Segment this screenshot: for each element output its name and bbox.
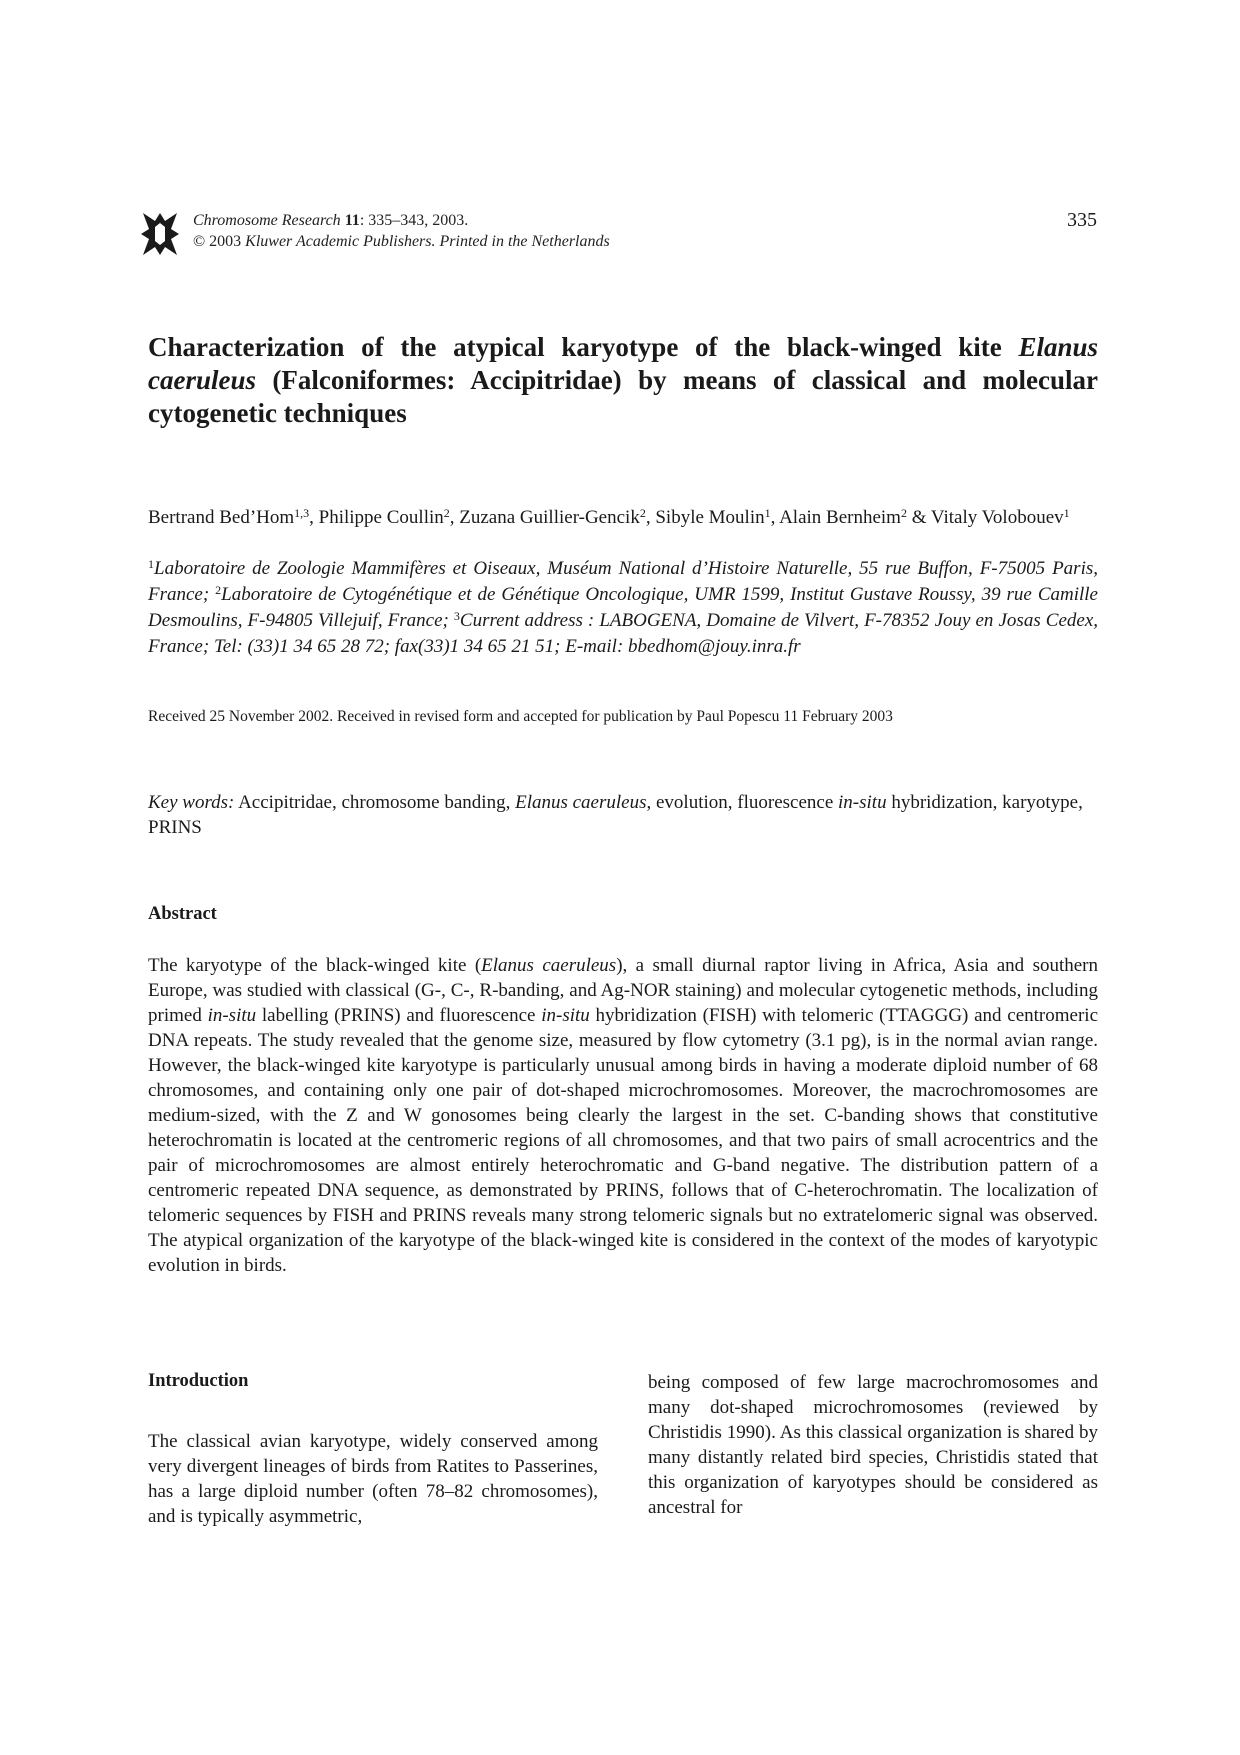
page-number: 335 bbox=[1067, 209, 1097, 231]
publisher-logo-icon bbox=[141, 211, 179, 257]
journal-volume: 11 bbox=[344, 212, 360, 229]
keywords-label: Key words: bbox=[148, 792, 235, 813]
introduction-heading: Introduction bbox=[148, 1371, 249, 1391]
journal-pages-year: : 335–343, 2003. bbox=[359, 212, 469, 229]
journal-name: Chromosome Research bbox=[193, 212, 341, 229]
abstract-body: The karyotype of the black-winged kite (Elanus caeruleus), a small diurnal raptor living in Africa, Asia and southern Europe, was studied with classical (G-, C-, R-banding, and Ag-NOR staining) and molecular cytogenetic methods, including primed in-situ labelling (PRINS) and fluorescence in-situ hybridization (FISH) with telomeric (TTAGGG) and centromeric DNA repeats. The study revealed that the genome size, measured by flow cytometry (3.1 pg), is in the normal avian range. However, the black-winged kite karyotype is particularly unusual among birds in having a moderate diploid number of 68 chromosomes, and containing only one pair of dot-shaped microchromosomes. Moreover, the macrochromosomes are medium-sized, with the Z and W gonosomes being clearly the largest in the set. C-banding shows that constitutive heterochromatin is located at the centromeric regions of all chromosomes, and that two pairs of small acrocentrics and the pair of microchromosomes are almost entirely heterochromatic and G-band negative. The distribution pattern of a centromeric repeated DNA sequence, as demonstrated by PRINS, follows that of C-heterochromatin. The localization of telomeric sequences by FISH and PRINS reveals many strong telomeric signals but no extratelomeric signal was observed. The atypical organization of the karyotype of the black-winged kite is considered in the context of the modes of karyotypic evolution in birds. bbox=[148, 955, 1098, 1276]
affiliation-marker: 1 bbox=[148, 557, 154, 571]
affiliation-marker: 3 bbox=[453, 609, 460, 623]
affiliations bbox=[148, 556, 1098, 660]
title-part-2: (Falconiformes: Accipitridae) by means of classical and molecular cytogenetic techniques bbox=[148, 365, 1098, 428]
author: Zuzana Guillier-Gencik$^2$, bbox=[459, 506, 656, 528]
introduction-left-column: The classical avian karyotype, widely conserved among very divergent lineages of birds from Ratites to Passerines, has a large diploid number (often 78–82 chromosomes), and is typically asymmetric, bbox=[148, 1431, 598, 1527]
journal-header bbox=[193, 210, 610, 252]
title-part-1: Characterization of the atypical karyotype of the black-winged kite bbox=[148, 332, 1019, 362]
author: Bertrand Bed’Hom$^{1,3}$, bbox=[148, 506, 319, 528]
received-dates: Received 25 November 2002. Received in revised form and accepted for publication by Paul Popescu 11 February 2003 bbox=[148, 708, 893, 725]
author: Alain Bernheim$^2$ & bbox=[779, 506, 931, 528]
author: Sibyle Moulin$^1$, bbox=[655, 506, 780, 528]
author: Philippe Coullin$^2$, bbox=[318, 506, 460, 528]
affiliation: Laboratoire de Cytogénétique et de Génétique Oncologique, UMR 1599, Institut Gustave Roussy, 39 rue Camille Desmoulins, F-94805 Villejuif, France; bbox=[148, 584, 1098, 631]
affiliation-marker: 2 bbox=[215, 583, 222, 597]
affiliation: Laboratoire de Zoologie Mammifères et Oiseaux, Muséum National d’Histoire Naturelle, 55 rue Buffon, F-75005 Paris, France; bbox=[148, 558, 1098, 605]
affiliation: Current address : LABOGENA, Domaine de Vilvert, F-78352 Jouy en Josas Cedex, France; Tel: (33)1 34 65 28 72; fax(33)1 34 65 21 51; E-mail: bbedhom@jouy.inra.fr bbox=[148, 610, 1098, 657]
copyright-year: 2003 bbox=[209, 233, 242, 250]
abstract-heading: Abstract bbox=[148, 904, 217, 924]
author-list bbox=[148, 506, 1098, 530]
publisher-line: Kluwer Academic Publishers. Printed in the Netherlands bbox=[245, 233, 610, 250]
introduction-right-column: being composed of few large macrochromosomes and many dot-shaped microchromosomes (reviewed by Christidis 1990). As this classical organization is shared by many distantly related bird species, Christidis stated that this organization of karyotypes should be considered as ancestral for bbox=[648, 1372, 1098, 1518]
copyright-symbol: © bbox=[193, 233, 206, 250]
keywords: Key words: Accipitridae, chromosome banding, Elanus caeruleus, evolution, fluorescence in-situ hybridization, karyotype, PRINS bbox=[148, 792, 1083, 838]
author: Vitaly Volobouev$^1$ bbox=[930, 506, 1070, 528]
article-title bbox=[148, 331, 1098, 430]
title-species: Elanus caeruleus bbox=[148, 332, 1098, 395]
